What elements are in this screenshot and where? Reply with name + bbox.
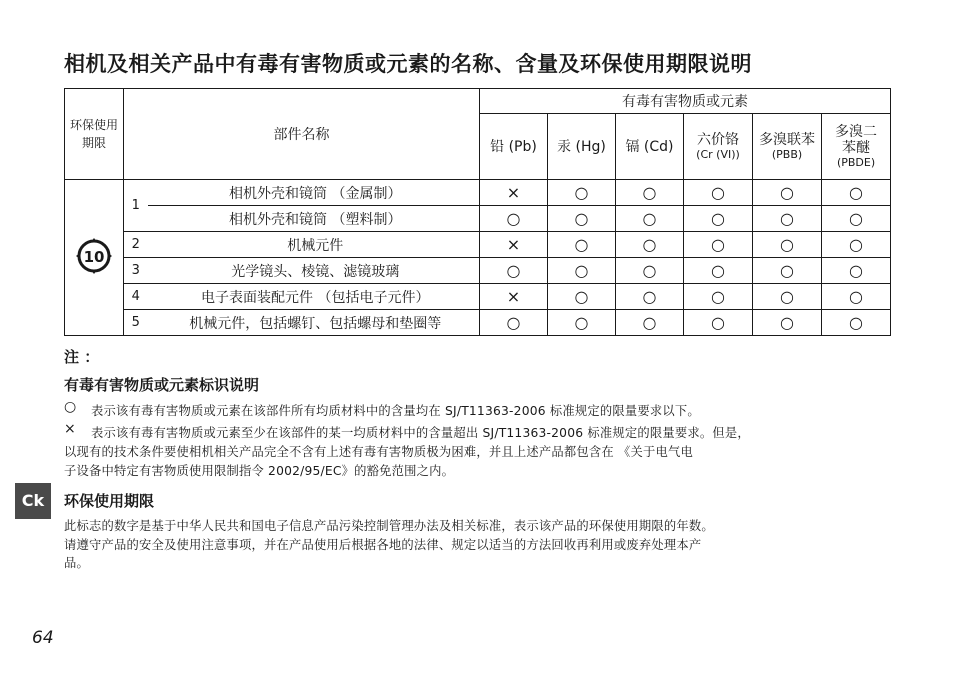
mark-cd: ○ [616,206,684,232]
substance-group-header: 有毒有害物质或元素 [480,89,891,114]
part-name: 相机外壳和镜筒 （金属制） [148,180,480,206]
mark-pbb: ○ [753,232,822,258]
row-number: 5 [124,310,148,336]
substance-header-cd: 镉 (Cd) [616,114,684,180]
circle-symbol-icon: ○ [64,399,77,415]
mark-hg: ○ [548,232,616,258]
mark-pbb: ○ [753,310,822,336]
mark-pbde: ○ [822,232,891,258]
table-row [65,180,891,206]
mark-cr6: ○ [684,232,753,258]
mark-cr6: ○ [684,206,753,232]
table-row [65,258,891,284]
mark-pbde: ○ [822,310,891,336]
mark-cr6: ○ [684,310,753,336]
mark-pbde: ○ [822,206,891,232]
notes-label: 注 ： [64,348,100,366]
mark-pbb: ○ [753,258,822,284]
hazardous-substance-table [64,88,891,336]
mark-pb: ○ [480,310,548,336]
row-number: 4 [124,284,148,310]
language-tab: Ck [15,483,51,519]
substance-name-pbde: 多溴二 [835,124,878,140]
mark-pb: × [480,284,548,310]
mark-hg: ○ [548,310,616,336]
parts-header: 部件名称 [124,89,480,180]
table-row [65,284,891,310]
eco-period-logo-icon [73,235,115,277]
row-number: 3 [124,258,148,284]
mark-pb: × [480,232,548,258]
eco-period-number: 10 [83,247,105,266]
mark-cd: ○ [616,180,684,206]
period-header-line2: 期限 [81,136,106,150]
eco-period-text-line3: 品。 [64,556,89,570]
circle-symbol-description: 表示该有毒有害物质或元素在该部件所有均质材料中的含量均在 SJ/T11363-2006 标准规定的限量要求以下。 [91,404,700,418]
substance-header-pbde [822,114,891,180]
row-number: 2 [124,232,148,258]
part-name: 机械元件 [148,232,480,258]
mark-hg: ○ [548,258,616,284]
mark-pbb: ○ [753,284,822,310]
mark-cr6: ○ [684,180,753,206]
table-row [65,232,891,258]
substance-header-pbb [753,114,822,180]
table-row [65,310,891,336]
substance-formula-pbb: (PBB) [771,148,803,161]
page-number: 64 [32,628,54,648]
period-header [65,89,124,180]
substance-name-pbde-2: 苯醚 [842,140,871,156]
eco-period-heading: 环保使用期限 [64,492,155,510]
substance-header-hg: 汞 (Hg) [548,114,616,180]
mark-cd: ○ [616,284,684,310]
mark-hg: ○ [548,180,616,206]
mark-pb: × [480,180,548,206]
page-title: 相机及相关产品中有毒有害物质或元素的名称、含量及环保使用期限说明 [64,52,752,76]
period-header-line1: 环保使用 [69,118,118,132]
mark-cr6: ○ [684,258,753,284]
mark-cr6: ○ [684,284,753,310]
cross-symbol-description-line3: 子设备中特定有害物质使用限制指令 2002/95/EC》的豁免范围之内。 [64,464,455,478]
part-name: 光学镜头、棱镜、滤镜玻璃 [148,258,480,284]
mark-pb: ○ [480,258,548,284]
cross-symbol-icon: × [64,421,76,437]
mark-pbde: ○ [822,284,891,310]
substance-name-cr6: 六价铬 [697,132,739,148]
eco-period-logo-cell [65,180,124,336]
mark-cd: ○ [616,258,684,284]
mark-hg: ○ [548,284,616,310]
mark-pbde: ○ [822,258,891,284]
marking-legend-heading: 有毒有害物质或元素标识说明 [64,376,260,394]
cross-symbol-description-line1: 表示该有毒有害物质或元素至少在该部件的某一均质材料中的含量超出 SJ/T11363-2006 标准规定的限量要求。但是， [91,426,750,440]
eco-period-text-line1: 此标志的数字是基于中华人民共和国电子信息产品污染控制管理办法及相关标准，表示该产品的环保使用期限的年数。 [64,519,714,533]
mark-cd: ○ [616,232,684,258]
mark-pbb: ○ [753,206,822,232]
mark-hg: ○ [548,206,616,232]
part-name: 机械元件，包括螺钉、包括螺母和垫圈等 [148,310,480,336]
substance-name-pbb: 多溴联苯 [759,132,815,148]
eco-period-text-line2: 请遵守产品的安全及使用注意事项，并在产品使用后根据各地的法律、规定以适当的方法回收再利用或废弃处理本产 [64,538,702,552]
cross-symbol-description-line2: 以现有的技术条件要使相机相关产品完全不含有上述有毒有害物质极为困难，并且上述产品都包含在 《关于电气电 [64,445,693,459]
substance-header-pb: 铅 (Pb) [480,114,548,180]
mark-cd: ○ [616,310,684,336]
row-number: 1 [124,180,148,232]
part-name: 相机外壳和镜筒 （塑料制） [148,206,480,232]
substance-header-cr6 [684,114,753,180]
part-name: 电子表面装配元件 （包括电子元件） [148,284,480,310]
substance-formula-cr6: (Cr (VI)) [696,148,740,161]
mark-pbb: ○ [753,180,822,206]
table-row [65,206,891,232]
substance-formula-pbde: (PBDE) [836,156,876,169]
mark-pb: ○ [480,206,548,232]
mark-pbde: ○ [822,180,891,206]
